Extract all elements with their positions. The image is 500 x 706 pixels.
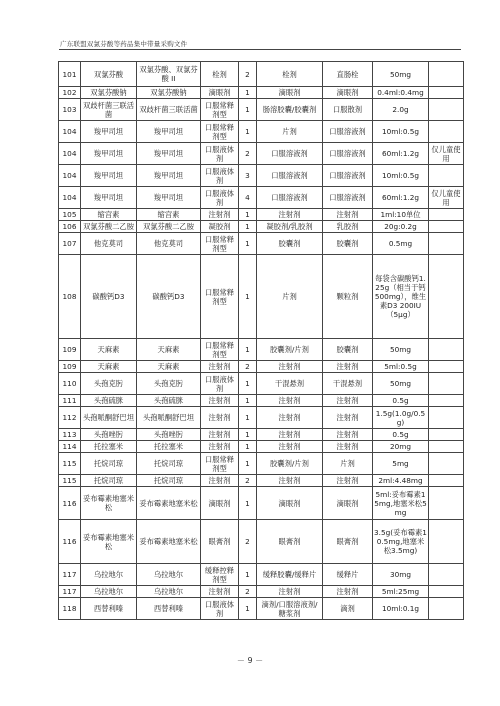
cell-dosage: 凝胶剂 (201, 221, 239, 233)
cell-note (429, 62, 464, 87)
cell-dosage: 口服常释剂型 (201, 233, 239, 255)
cell-note (429, 233, 464, 255)
cell-generic: 双氯芬酸、双氯芬酸 II (137, 62, 201, 87)
cell-ref-form: 眼膏剂 (323, 520, 373, 564)
cell-route: 3 (239, 165, 257, 187)
cell-dosage: 注射剂 (201, 407, 239, 429)
cell-form: 注射剂 (257, 429, 323, 441)
cell-no: 102 (59, 87, 81, 99)
cell-note (429, 407, 464, 429)
cell-ref-form: 直肠栓 (323, 62, 373, 87)
cell-route: 1 (239, 453, 257, 475)
cell-dosage: 口服液体剂 (201, 165, 239, 187)
cell-name: 天麻素 (81, 339, 137, 361)
cell-route: 2 (239, 62, 257, 87)
cell-name: 碳酸钙D3 (81, 255, 137, 339)
cell-form: 口服溶液剂 (257, 187, 323, 209)
table-row (59, 62, 464, 87)
cell-spec: 0.4ml:0.4mg (373, 87, 429, 99)
cell-spec: 5mg (373, 453, 429, 475)
cell-spec: 10ml:0.5g (373, 121, 429, 143)
cell-note (429, 586, 464, 598)
cell-note (429, 221, 464, 233)
cell-spec: 5ml:25mg (373, 586, 429, 598)
cell-note (429, 598, 464, 620)
cell-generic: 头孢哌酮舒巴坦 (137, 407, 201, 429)
cell-form: 注射剂 (257, 209, 323, 221)
cell-spec: 1.5g(1.0g/0.5g) (373, 407, 429, 429)
cell-no: 115 (59, 475, 81, 487)
cell-note (429, 339, 464, 361)
table-row (59, 453, 464, 475)
cell-ref-form: 注射剂 (323, 441, 373, 453)
cell-route: 2 (239, 520, 257, 564)
cell-name: 羧甲司坦 (81, 143, 137, 165)
cell-name: 缩宫素 (81, 209, 137, 221)
cell-spec: 1ml:10单位 (373, 209, 429, 221)
cell-form: 口服溶液剂 (257, 143, 323, 165)
cell-form: 栓剂 (257, 62, 323, 87)
cell-name: 双氯芬酸二乙胺 (81, 221, 137, 233)
cell-no: 108 (59, 255, 81, 339)
cell-name: 羧甲司坦 (81, 165, 137, 187)
cell-generic: 双歧杆菌三联活菌 (137, 99, 201, 121)
cell-spec: 0.5g (373, 429, 429, 441)
cell-generic: 羧甲司坦 (137, 143, 201, 165)
cell-form: 口服溶液剂 (257, 165, 323, 187)
cell-note (429, 255, 464, 339)
table-row (59, 564, 464, 586)
cell-ref-form: 注射剂 (323, 395, 373, 407)
cell-spec: 60ml:1.2g (373, 187, 429, 209)
cell-name: 头孢哌酮舒巴坦 (81, 407, 137, 429)
table-row (59, 441, 464, 453)
cell-no: 101 (59, 62, 81, 87)
table-row (59, 221, 464, 233)
cell-ref-form: 胶囊剂 (323, 339, 373, 361)
cell-name: 他克莫司 (81, 233, 137, 255)
page-header-title: 广东联盟双氯芬酸等药品集中带量采购文件 (60, 40, 188, 48)
cell-form: 滴眼剂 (257, 487, 323, 520)
table-row (59, 361, 464, 373)
cell-form: 注射剂 (257, 441, 323, 453)
cell-dosage: 眼膏剂 (201, 520, 239, 564)
cell-dosage: 口服液体剂 (201, 598, 239, 620)
cell-generic: 羧甲司坦 (137, 187, 201, 209)
cell-form: 胶囊剂 (257, 233, 323, 255)
cell-name: 双氯芬酸钠 (81, 87, 137, 99)
cell-name: 妥布霉素地塞米松 (81, 520, 137, 564)
cell-spec: 2.0g (373, 99, 429, 121)
cell-route: 1 (239, 487, 257, 520)
cell-dosage: 口服常释剂型 (201, 453, 239, 475)
cell-dosage: 口服液体剂 (201, 187, 239, 209)
cell-ref-form: 口服溶液剂 (323, 121, 373, 143)
cell-route: 2 (239, 475, 257, 487)
cell-route: 1 (239, 121, 257, 143)
cell-ref-form: 注射剂 (323, 475, 373, 487)
cell-ref-form: 颗粒剂 (323, 255, 373, 339)
cell-generic: 双氯芬酸钠 (137, 87, 201, 99)
table-row (59, 586, 464, 598)
cell-generic: 乌拉地尔 (137, 564, 201, 586)
cell-note (429, 441, 464, 453)
cell-no: 118 (59, 598, 81, 620)
cell-generic: 西替利嗪 (137, 598, 201, 620)
cell-spec: 50mg (373, 339, 429, 361)
cell-spec: 每袋含碳酸钙1.25g（相当于钙500mg），维生素D3 200IU（5μg） (373, 255, 429, 339)
cell-name: 托拉塞米 (81, 441, 137, 453)
cell-form: 注射剂 (257, 361, 323, 373)
cell-no: 113 (59, 429, 81, 441)
cell-name: 羧甲司坦 (81, 187, 137, 209)
cell-spec: 30mg (373, 564, 429, 586)
cell-name: 头孢硫脒 (81, 395, 137, 407)
cell-ref-form: 口服散剂 (323, 99, 373, 121)
table-row (59, 121, 464, 143)
cell-note (429, 487, 464, 520)
cell-form: 胶囊剂/片剂 (257, 453, 323, 475)
cell-generic: 托拉塞米 (137, 441, 201, 453)
cell-form: 滴眼剂 (257, 87, 323, 99)
cell-note (429, 209, 464, 221)
cell-name: 妥布霉素地塞米松 (81, 487, 137, 520)
cell-ref-form: 注射剂 (323, 429, 373, 441)
cell-no: 107 (59, 233, 81, 255)
cell-ref-form: 注射剂 (323, 407, 373, 429)
cell-note (429, 475, 464, 487)
table-row (59, 233, 464, 255)
cell-dosage: 口服常释剂型 (201, 339, 239, 361)
cell-no: 112 (59, 407, 81, 429)
cell-generic: 天麻素 (137, 339, 201, 361)
table-body (59, 62, 464, 620)
cell-route: 4 (239, 187, 257, 209)
cell-no: 114 (59, 441, 81, 453)
cell-no: 106 (59, 221, 81, 233)
cell-no: 104 (59, 187, 81, 209)
cell-note (429, 87, 464, 99)
table-row (59, 165, 464, 187)
table-row (59, 187, 464, 209)
table-row (59, 373, 464, 395)
cell-spec: 2ml:4.48mg (373, 475, 429, 487)
cell-note (429, 520, 464, 564)
cell-note: 仅儿童使用 (429, 187, 464, 209)
cell-generic: 托烷司琼 (137, 453, 201, 475)
cell-name: 双氯芬酸 (81, 62, 137, 87)
table-row (59, 395, 464, 407)
cell-form: 凝胶剂/乳胶剂 (257, 221, 323, 233)
cell-ref-form: 缓释片 (323, 564, 373, 586)
cell-note (429, 121, 464, 143)
table-row (59, 487, 464, 520)
cell-dosage: 口服液体剂 (201, 373, 239, 395)
cell-route: 1 (239, 395, 257, 407)
cell-generic: 妥布霉素地塞米松 (137, 520, 201, 564)
cell-dosage: 口服液体剂 (201, 143, 239, 165)
table-row (59, 339, 464, 361)
cell-route: 1 (239, 339, 257, 361)
cell-generic: 羧甲司坦 (137, 165, 201, 187)
cell-ref-form: 口服溶液剂 (323, 143, 373, 165)
cell-spec: 20mg (373, 441, 429, 453)
cell-generic: 缩宫素 (137, 209, 201, 221)
cell-route: 1 (239, 441, 257, 453)
cell-dosage: 口服常释剂型 (201, 99, 239, 121)
cell-no: 116 (59, 487, 81, 520)
cell-route: 1 (239, 564, 257, 586)
cell-dosage: 滴眼剂 (201, 87, 239, 99)
cell-no: 104 (59, 143, 81, 165)
cell-spec: 10ml:0.1g (373, 598, 429, 620)
cell-name: 乌拉地尔 (81, 586, 137, 598)
cell-form: 片剂 (257, 255, 323, 339)
cell-no: 103 (59, 99, 81, 121)
cell-route: 1 (239, 429, 257, 441)
cell-generic: 双氯芬酸二乙胺 (137, 221, 201, 233)
cell-route: 1 (239, 255, 257, 339)
cell-name: 双歧杆菌三联活菌 (81, 99, 137, 121)
cell-form: 滴剂/口服溶液剂/糖浆剂 (257, 598, 323, 620)
cell-form: 注射剂 (257, 407, 323, 429)
cell-route: 2 (239, 361, 257, 373)
cell-no: 117 (59, 586, 81, 598)
cell-spec: 20g:0.2g (373, 221, 429, 233)
cell-spec: 10ml:0.5g (373, 165, 429, 187)
cell-note (429, 564, 464, 586)
cell-route: 1 (239, 407, 257, 429)
cell-no: 111 (59, 395, 81, 407)
cell-note: 仅儿童使用 (429, 143, 464, 165)
cell-name: 乌拉地尔 (81, 564, 137, 586)
cell-form: 肠溶胶囊/胶囊剂 (257, 99, 323, 121)
cell-dosage: 注射剂 (201, 475, 239, 487)
cell-spec: 5ml:妥布霉素15mg,地塞米松5mg (373, 487, 429, 520)
cell-spec: 60ml:1.2g (373, 143, 429, 165)
cell-generic: 他克莫司 (137, 233, 201, 255)
cell-no: 104 (59, 121, 81, 143)
cell-dosage: 注射剂 (201, 429, 239, 441)
table-row (59, 99, 464, 121)
cell-name: 天麻素 (81, 361, 137, 373)
cell-ref-form: 滴眼剂 (323, 487, 373, 520)
cell-dosage: 注射剂 (201, 395, 239, 407)
cell-route: 2 (239, 143, 257, 165)
cell-generic: 妥布霉素地塞米松 (137, 487, 201, 520)
table-row (59, 429, 464, 441)
cell-generic: 头孢硫脒 (137, 395, 201, 407)
cell-note (429, 429, 464, 441)
cell-dosage: 栓剂 (201, 62, 239, 87)
cell-ref-form: 胶囊剂 (323, 233, 373, 255)
cell-route: 1 (239, 87, 257, 99)
cell-generic: 头孢唑肟 (137, 429, 201, 441)
table-row (59, 520, 464, 564)
cell-route: 2 (239, 586, 257, 598)
cell-dosage: 滴眼剂 (201, 487, 239, 520)
table-row (59, 598, 464, 620)
cell-ref-form: 口服溶液剂 (323, 187, 373, 209)
table-row (59, 143, 464, 165)
cell-note (429, 165, 464, 187)
cell-dosage: 缓释控释剂型 (201, 564, 239, 586)
cell-note (429, 395, 464, 407)
cell-generic: 乌拉地尔 (137, 586, 201, 598)
cell-no: 105 (59, 209, 81, 221)
cell-spec: 50mg (373, 373, 429, 395)
cell-no: 117 (59, 564, 81, 586)
cell-dosage: 注射剂 (201, 441, 239, 453)
cell-form: 胶囊剂/片剂 (257, 339, 323, 361)
cell-route: 1 (239, 233, 257, 255)
cell-form: 缓释胶囊/缓释片 (257, 564, 323, 586)
cell-form: 注射剂 (257, 395, 323, 407)
procurement-table-container (58, 61, 463, 620)
cell-form: 片剂 (257, 121, 323, 143)
cell-ref-form: 滴眼剂 (323, 87, 373, 99)
table-row (59, 475, 464, 487)
cell-ref-form: 片剂 (323, 453, 373, 475)
cell-note (429, 99, 464, 121)
procurement-table (58, 61, 464, 620)
cell-no: 115 (59, 453, 81, 475)
table-row (59, 255, 464, 339)
cell-name: 托烷司琼 (81, 453, 137, 475)
cell-spec: 0.5g (373, 395, 429, 407)
cell-no: 110 (59, 373, 81, 395)
cell-generic: 碳酸钙D3 (137, 255, 201, 339)
cell-generic: 托烷司琼 (137, 475, 201, 487)
page-number: － 9 － (236, 656, 264, 665)
cell-spec: 0.5mg (373, 233, 429, 255)
cell-ref-form: 注射剂 (323, 209, 373, 221)
cell-spec: 50mg (373, 62, 429, 87)
cell-name: 羧甲司坦 (81, 121, 137, 143)
cell-name: 头孢克肟 (81, 373, 137, 395)
cell-dosage: 注射剂 (201, 209, 239, 221)
table-row (59, 87, 464, 99)
cell-form: 注射剂 (257, 475, 323, 487)
cell-note (429, 373, 464, 395)
cell-dosage: 口服常释剂型 (201, 255, 239, 339)
cell-spec: 5ml:0.5g (373, 361, 429, 373)
cell-no: 104 (59, 165, 81, 187)
cell-route: 1 (239, 221, 257, 233)
cell-generic: 羧甲司坦 (137, 121, 201, 143)
cell-spec: 3.5g(妥布霉素10.5mg,地塞米松3.5mg) (373, 520, 429, 564)
cell-route: 1 (239, 99, 257, 121)
cell-name: 西替利嗪 (81, 598, 137, 620)
header-divider (59, 49, 461, 50)
cell-dosage: 注射剂 (201, 361, 239, 373)
cell-ref-form: 干混悬剂 (323, 373, 373, 395)
cell-route: 1 (239, 373, 257, 395)
cell-note (429, 361, 464, 373)
cell-dosage: 注射剂 (201, 586, 239, 598)
cell-route: 1 (239, 598, 257, 620)
cell-ref-form: 注射剂 (323, 586, 373, 598)
cell-generic: 天麻素 (137, 361, 201, 373)
cell-no: 109 (59, 339, 81, 361)
cell-form: 干混悬剂 (257, 373, 323, 395)
cell-name: 头孢唑肟 (81, 429, 137, 441)
cell-no: 109 (59, 361, 81, 373)
cell-note (429, 453, 464, 475)
cell-generic: 头孢克肟 (137, 373, 201, 395)
cell-ref-form: 口服溶液剂 (323, 165, 373, 187)
cell-no: 116 (59, 520, 81, 564)
cell-form: 眼膏剂 (257, 520, 323, 564)
cell-ref-form: 注射剂 (323, 361, 373, 373)
table-row (59, 407, 464, 429)
cell-ref-form: 滴剂 (323, 598, 373, 620)
cell-name: 托烷司琼 (81, 475, 137, 487)
cell-ref-form: 乳胶剂 (323, 221, 373, 233)
cell-route: 1 (239, 209, 257, 221)
cell-form: 注射剂 (257, 586, 323, 598)
cell-dosage: 口服常释剂型 (201, 121, 239, 143)
table-row (59, 209, 464, 221)
